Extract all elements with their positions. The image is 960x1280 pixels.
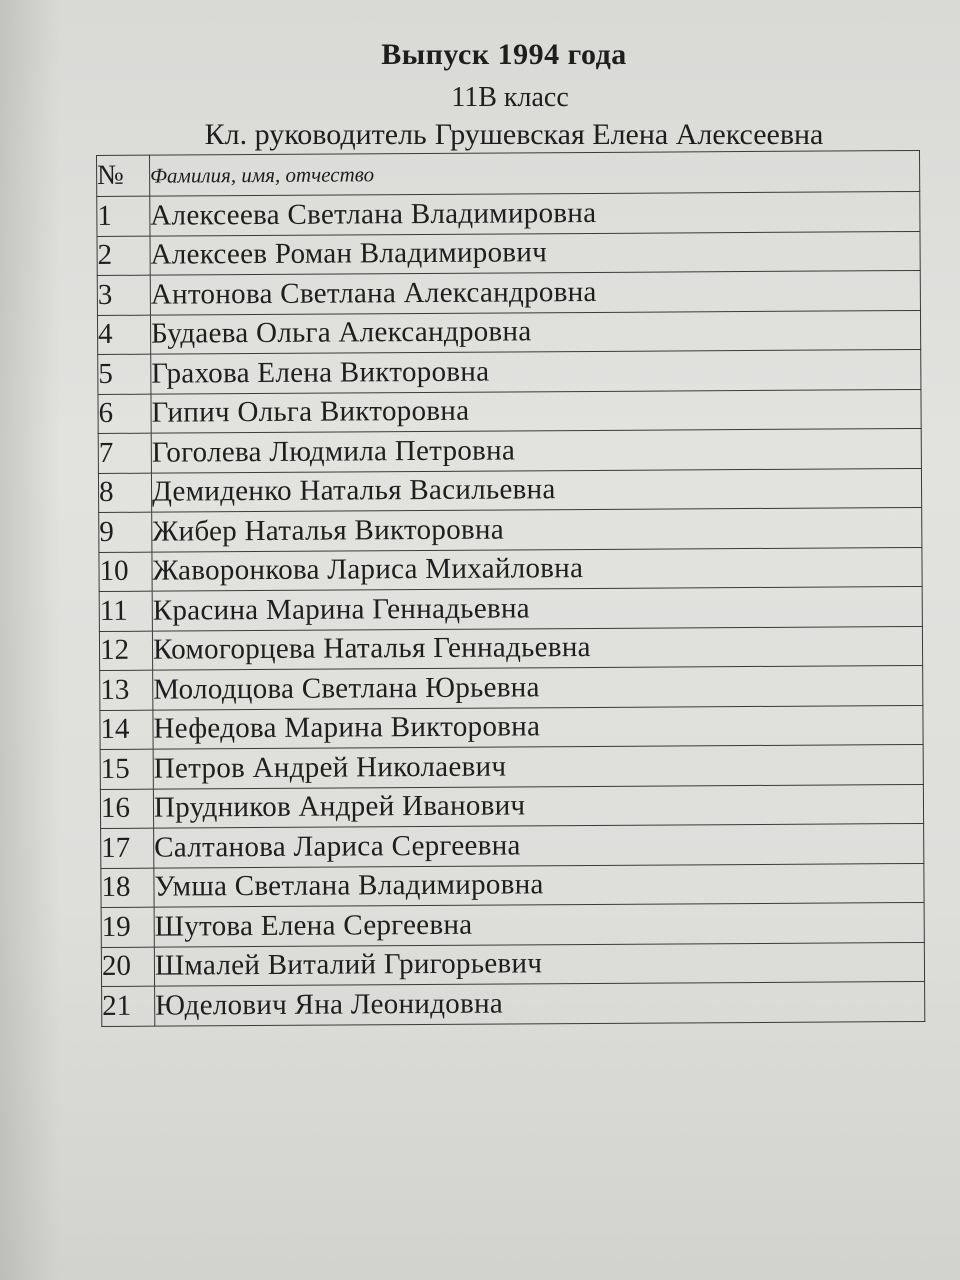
teacher-label: Кл. руководитель (204, 118, 427, 151)
row-number: 19 (101, 907, 154, 947)
student-name: Красина Марина Геннадьевна (152, 586, 922, 630)
paper-shadow (0, 0, 60, 1280)
row-number: 3 (97, 275, 150, 315)
row-number: 8 (98, 473, 151, 513)
row-number: 11 (99, 591, 152, 631)
student-name: Молодцова Светлана Юрьевна (153, 665, 923, 709)
table-row (97, 310, 920, 355)
table-row (101, 942, 924, 987)
row-number: 15 (100, 749, 153, 789)
student-name: Салтанова Лариса Сергеевна (154, 823, 924, 867)
class-name: 11В класс (451, 82, 569, 113)
row-number: 4 (97, 315, 150, 355)
table-row (100, 665, 923, 710)
student-name: Гипич Ольга Викторовна (151, 389, 921, 433)
table-row (99, 586, 922, 631)
table-row (99, 507, 922, 552)
table-row (99, 547, 922, 592)
full-name-column-header: Фамилия, имя, отчество (150, 150, 920, 196)
row-number: 6 (98, 394, 151, 434)
student-roster-table (96, 150, 925, 1027)
document-title: Выпуск 1994 года (381, 38, 627, 71)
student-name: Жибер Наталья Викторовна (152, 507, 922, 551)
student-name: Умша Светлана Владимировна (154, 863, 924, 907)
table-row (97, 231, 920, 276)
table-row (100, 744, 923, 789)
student-name: Юделович Яна Леонидовна (155, 981, 925, 1025)
student-name: Жаворонкова Лариса Михайловна (152, 547, 922, 591)
student-name: Шмалей Виталий Григорьевич (154, 942, 924, 986)
student-name: Прудников Андрей Иванович (153, 784, 923, 828)
student-name: Петров Андрей Николаевич (153, 744, 923, 788)
row-number: 18 (101, 868, 154, 908)
student-name: Гоголева Людмила Петровна (151, 428, 921, 472)
row-number: 10 (99, 552, 152, 592)
student-name: Алексеева Светлана Владимировна (150, 191, 920, 235)
table-row (101, 902, 924, 947)
student-name: Алексеев Роман Владимирович (150, 231, 920, 275)
table-row (100, 784, 923, 829)
table-row (101, 863, 924, 908)
student-name: Комогорцева Наталья Геннадьевна (152, 626, 922, 670)
table-row (98, 468, 921, 513)
table-row (97, 270, 920, 315)
row-number: 20 (101, 947, 154, 987)
student-name: Шутова Елена Сергеевна (154, 902, 924, 946)
row-number: 1 (97, 196, 150, 236)
table-row (98, 428, 921, 473)
table-row (97, 191, 920, 236)
row-number: 14 (100, 710, 153, 750)
student-name: Демиденко Наталья Васильевна (151, 468, 921, 512)
row-number: 16 (100, 789, 153, 829)
class-teacher-line (30, 118, 960, 152)
table-header-row (97, 150, 920, 196)
teacher-name: Грушевская Елена Алексеевна (434, 118, 824, 151)
row-number: 21 (102, 986, 155, 1026)
student-name: Грахова Елена Викторовна (151, 349, 921, 393)
table-row (98, 389, 921, 434)
table-row (99, 626, 922, 671)
roster-body (97, 191, 925, 1026)
row-number: 17 (101, 828, 154, 868)
row-number: 12 (99, 631, 152, 671)
student-name: Антонова Светлана Александровна (150, 270, 920, 314)
row-number: 9 (99, 512, 152, 552)
table-row (98, 349, 921, 394)
table-row (100, 705, 923, 750)
number-column-header: № (97, 155, 150, 196)
row-number: 7 (98, 433, 151, 473)
row-number: 2 (97, 236, 150, 276)
student-name: Будаева Ольга Александровна (150, 310, 920, 354)
table-row (101, 823, 924, 868)
row-number: 5 (98, 354, 151, 394)
row-number: 13 (100, 670, 153, 710)
table-row (102, 981, 925, 1026)
student-name: Нефедова Марина Викторовна (153, 705, 923, 749)
